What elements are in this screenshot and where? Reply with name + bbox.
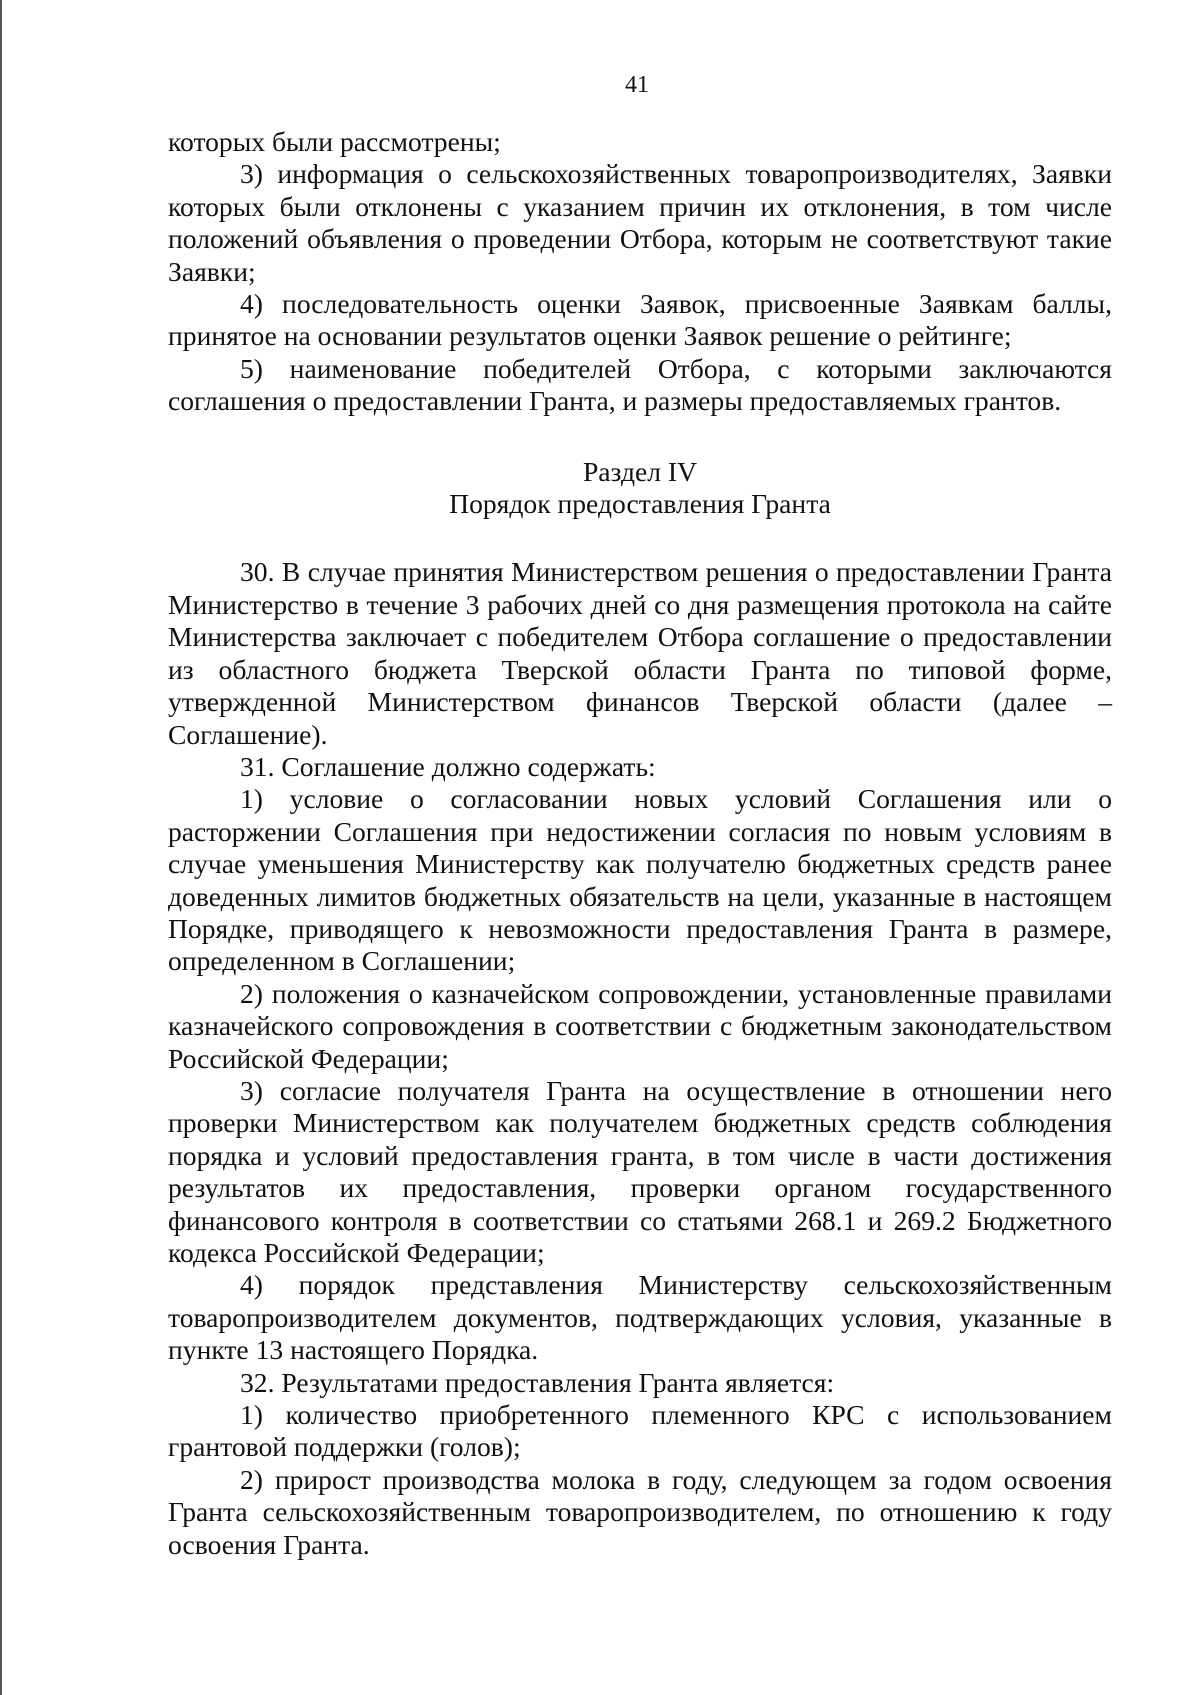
paragraph: 2) положения о казначейском сопровождении, установленные правилами казначейского сопровождения в соответствии с бюджетным законодательством Российской Федерации; [168,977,1112,1074]
paragraph: 3) согласие получателя Гранта на осуществление в отношении него проверки Министерством как получателем бюджетных средств соблюдения порядка и условий предоставления гранта, в том числе в части достижения результатов их предоставления, проверки органом государственного финансового контроля в соответствии со статьями 268.1 и 269.2 Бюджетного кодекса Российской Федерации; [168,1074,1112,1268]
paragraph: 5) наименование победителей Отбора, с которыми заключаются соглашения о предоставлении Гранта, и размеры предоставляемых грантов. [168,352,1112,417]
paragraph: 30. В случае принятия Министерством решения о предоставлении Гранта Министерство в течение 3 рабочих дней со дня размещения протокола на сайте Министерства заключает с победителем Отбора соглашение о предоставлении из областного бюджета Тверской области Гранта по типовой форме, утвержденной Министерством финансов Тверской области (далее – Соглашение). [168,556,1112,750]
paragraph: 2) прирост производства молока в году, следующем за годом освоения Гранта сельскохозяйственным товаропроизводителем, по отношению к году освоения Гранта. [168,1463,1112,1560]
document-body [168,126,1112,1561]
paragraphs-after-section [168,556,1112,1561]
section-title: Раздел IV [582,455,698,487]
section-subtitle: Порядок предоставления Гранта [449,488,831,520]
paragraph: 1) условие о согласовании новых условий Соглашения или о расторжении Соглашения при недостижении согласия по новым условиям в случае уменьшения Министерству как получателю бюджетных средств ранее доведенных лимитов бюджетных обязательств на цели, указанные в настоящем Порядке, приводящего к невозможности предоставления Гранта в размере, определенном в Соглашении; [168,783,1112,977]
paragraph: 32. Результатами предоставления Гранта является: [240,1366,835,1398]
paragraph: 1) количество приобретенного племенного КРС с использованием грантовой поддержки (голов); [168,1399,1112,1463]
section-heading [168,456,1112,521]
page-number: 41 [625,72,649,98]
paragraph: 4) последовательность оценки Заявок, присвоенные Заявкам баллы, принятое на основании результатов оценки Заявок решение о рейтинге; [168,288,1112,352]
paragraph: 3) информация о сельскохозяйственных товаропроизводителях, Заявки которых были отклонены с указанием причин их отклонения, в том числе положений объявления о проведении Отбора, которым не соответствуют такие Заявки; [168,158,1112,287]
paragraphs-before-section [168,126,1112,418]
paragraph: которых были рассмотрены; [168,126,501,157]
paragraph: 4) порядок представления Министерству сельскохозяйственным товаропроизводителем документов, подтверждающих условия, указанные в пункте 13 настоящего Порядка. [168,1269,1112,1366]
paragraph: 31. Соглашение должно содержать: [240,750,656,782]
